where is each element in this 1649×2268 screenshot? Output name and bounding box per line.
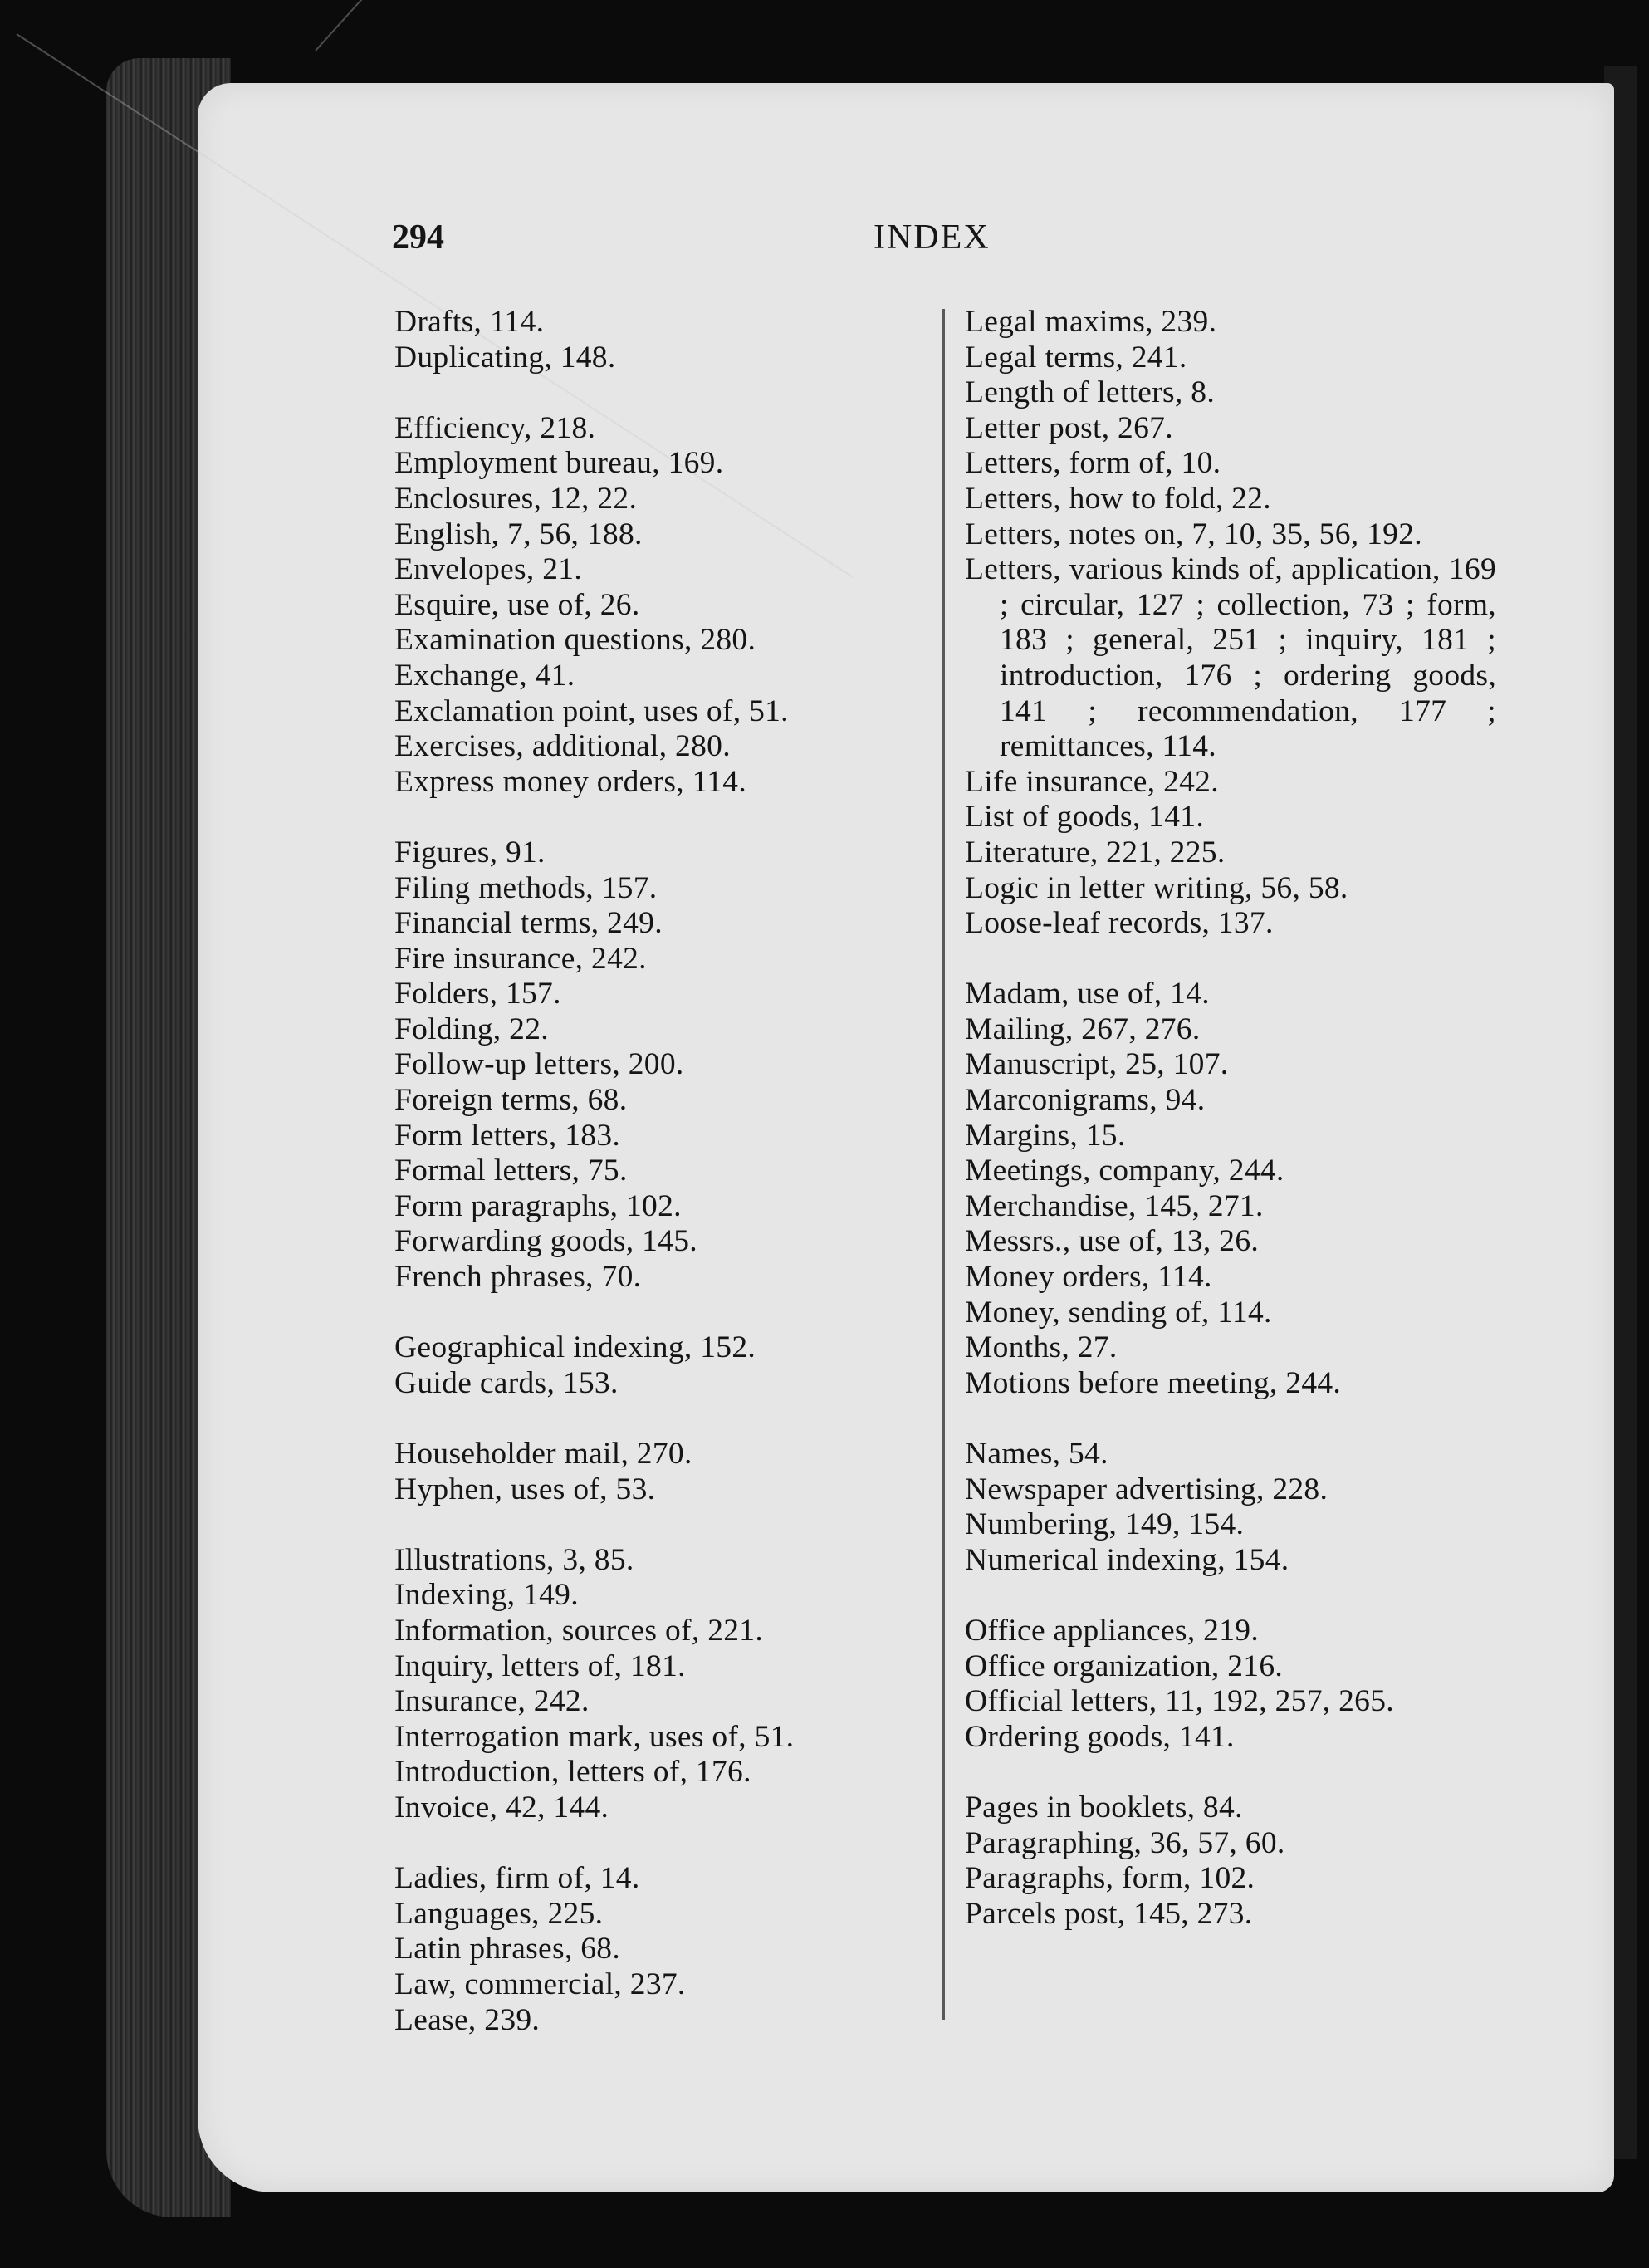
index-entry: Figures, 91.: [394, 835, 546, 869]
index-entry: Official letters, 11, 192, 257, 265.: [965, 1684, 1394, 1719]
group-spacer: [394, 1401, 926, 1437]
index-entry: Information, sources of, 221.: [394, 1613, 764, 1648]
group-spacer: [394, 1296, 926, 1331]
index-column-right: [965, 305, 1496, 1932]
index-entry: Letter post, 267.: [965, 410, 1173, 445]
group-spacer: [965, 1401, 1496, 1437]
group-spacer: [394, 1507, 926, 1543]
group-spacer: [394, 1826, 926, 1862]
index-entry: Months, 27.: [965, 1330, 1118, 1365]
index-entry: Efficiency, 218.: [394, 410, 596, 445]
index-entry: Logic in letter writing, 56, 58.: [965, 870, 1348, 905]
index-entry: Esquire, use of, 26.: [394, 587, 640, 622]
index-entry: Insurance, 242.: [394, 1684, 590, 1719]
index-entry: Form letters, 183.: [394, 1118, 621, 1153]
index-entry: Envelopes, 21.: [394, 552, 583, 587]
index-entry: Foreign terms, 68.: [394, 1083, 628, 1118]
index-entry: Legal terms, 241.: [965, 340, 1187, 375]
index-entry: Languages, 225.: [394, 1896, 604, 1931]
index-entry: Letters, various kinds of, application, 169 ; circular, 127 ; collection, 73 ; form, 183 ; general, 251 ; inquiry, 181 ; introduction, 176 ; ordering goods, 141 ; recommendation, 177 ; remittances, 114.: [965, 552, 1496, 764]
index-entry: Parcels post, 145, 273.: [965, 1896, 1253, 1931]
index-entry: Marconigrams, 94.: [965, 1083, 1206, 1118]
index-entry: Literature, 221, 225.: [965, 835, 1226, 869]
index-entry: Exchange, 41.: [394, 658, 575, 693]
group-spacer: [965, 1755, 1496, 1790]
group-spacer: [394, 800, 926, 835]
index-entry: Financial terms, 249.: [394, 906, 663, 941]
index-column-left: [394, 305, 926, 2038]
index-entry: Motions before meeting, 244.: [965, 1365, 1342, 1400]
index-entry: Mailing, 267, 276.: [965, 1012, 1201, 1046]
index-entry: Law, commercial, 237.: [394, 1967, 686, 2001]
index-entry: Numerical indexing, 154.: [965, 1542, 1289, 1577]
index-entry: Enclosures, 12, 22.: [394, 481, 638, 516]
index-entry: Letters, form of, 10.: [965, 446, 1221, 481]
index-entry: Madam, use of, 14.: [965, 977, 1210, 1012]
index-entry: Manuscript, 25, 107.: [965, 1047, 1229, 1082]
index-entry: English, 7, 56, 188.: [394, 517, 643, 551]
index-entry: French phrases, 70.: [394, 1260, 642, 1295]
index-entry: Messrs., use of, 13, 26.: [965, 1224, 1260, 1259]
index-entry: Exclamation point, uses of, 51.: [394, 693, 789, 728]
index-entry: Employment bureau, 169.: [394, 446, 724, 481]
index-entry: Introduction, letters of, 176.: [394, 1755, 751, 1790]
index-entry: Forwarding goods, 145.: [394, 1224, 697, 1259]
index-entry: Legal maxims, 239.: [965, 305, 1217, 339]
index-entry: Loose-leaf records, 137.: [965, 906, 1274, 941]
index-entry: Householder mail, 270.: [394, 1437, 692, 1471]
index-entry: Money, sending of, 114.: [965, 1295, 1272, 1330]
index-entry: Life insurance, 242.: [965, 764, 1219, 799]
index-entry: Folders, 157.: [394, 977, 561, 1012]
scan-scratch: [315, 0, 1149, 51]
index-entry: Lease, 239.: [394, 2002, 541, 2037]
index-entry: Express money orders, 114.: [394, 764, 747, 799]
index-entry: Filing methods, 157.: [394, 870, 658, 905]
index-entry: Numbering, 149, 154.: [965, 1507, 1245, 1542]
index-entry: Pages in booklets, 84.: [965, 1790, 1243, 1825]
index-entry: Form paragraphs, 102.: [394, 1188, 682, 1223]
index-entry: Ordering goods, 141.: [965, 1719, 1235, 1754]
group-spacer: [965, 942, 1496, 977]
index-entry: Merchandise, 145, 271.: [965, 1188, 1264, 1223]
index-entry: Letters, how to fold, 22.: [965, 481, 1271, 516]
index-entry: Letters, notes on, 7, 10, 35, 56, 192.: [965, 517, 1422, 551]
index-entry: Duplicating, 148.: [394, 340, 616, 375]
index-entry: Margins, 15.: [965, 1118, 1126, 1153]
index-entry: Illustrations, 3, 85.: [394, 1542, 634, 1577]
page-title: INDEX: [873, 218, 991, 257]
index-entry: Exercises, additional, 280.: [394, 729, 731, 764]
index-entry: Money orders, 114.: [965, 1260, 1212, 1295]
index-entry: Follow-up letters, 200.: [394, 1047, 684, 1082]
group-spacer: [394, 375, 926, 411]
index-entry: Paragraphing, 36, 57, 60.: [965, 1825, 1285, 1860]
index-entry: Office appliances, 219.: [965, 1613, 1259, 1648]
index-entry: Invoice, 42, 144.: [394, 1790, 609, 1825]
index-entry: Office organization, 216.: [965, 1648, 1284, 1683]
column-divider: [942, 309, 945, 2020]
index-entry: Guide cards, 153.: [394, 1365, 619, 1400]
index-entry: Meetings, company, 244.: [965, 1154, 1284, 1188]
index-entry: Folding, 22.: [394, 1012, 549, 1046]
index-entry: Interrogation mark, uses of, 51.: [394, 1719, 795, 1754]
index-entry: List of goods, 141.: [965, 800, 1204, 835]
index-entry: Names, 54.: [965, 1437, 1108, 1471]
index-entry: Length of letters, 8.: [965, 375, 1216, 410]
index-entry: Drafts, 114.: [394, 305, 545, 339]
index-entry: Ladies, firm of, 14.: [394, 1861, 640, 1896]
index-entry: Fire insurance, 242.: [394, 941, 647, 976]
index-entry: Examination questions, 280.: [394, 623, 756, 658]
group-spacer: [965, 1578, 1496, 1614]
page-number: 294: [392, 218, 444, 257]
index-entry: Paragraphs, form, 102.: [965, 1861, 1255, 1896]
index-entry: Geographical indexing, 152.: [394, 1330, 756, 1365]
index-entry: Inquiry, letters of, 181.: [394, 1648, 686, 1683]
index-entry: Indexing, 149.: [394, 1578, 579, 1613]
index-entry: Formal letters, 75.: [394, 1154, 628, 1188]
index-entry: Latin phrases, 68.: [394, 1932, 621, 1967]
index-entry: Hyphen, uses of, 53.: [394, 1472, 656, 1506]
index-entry: Newspaper advertising, 228.: [965, 1472, 1328, 1506]
